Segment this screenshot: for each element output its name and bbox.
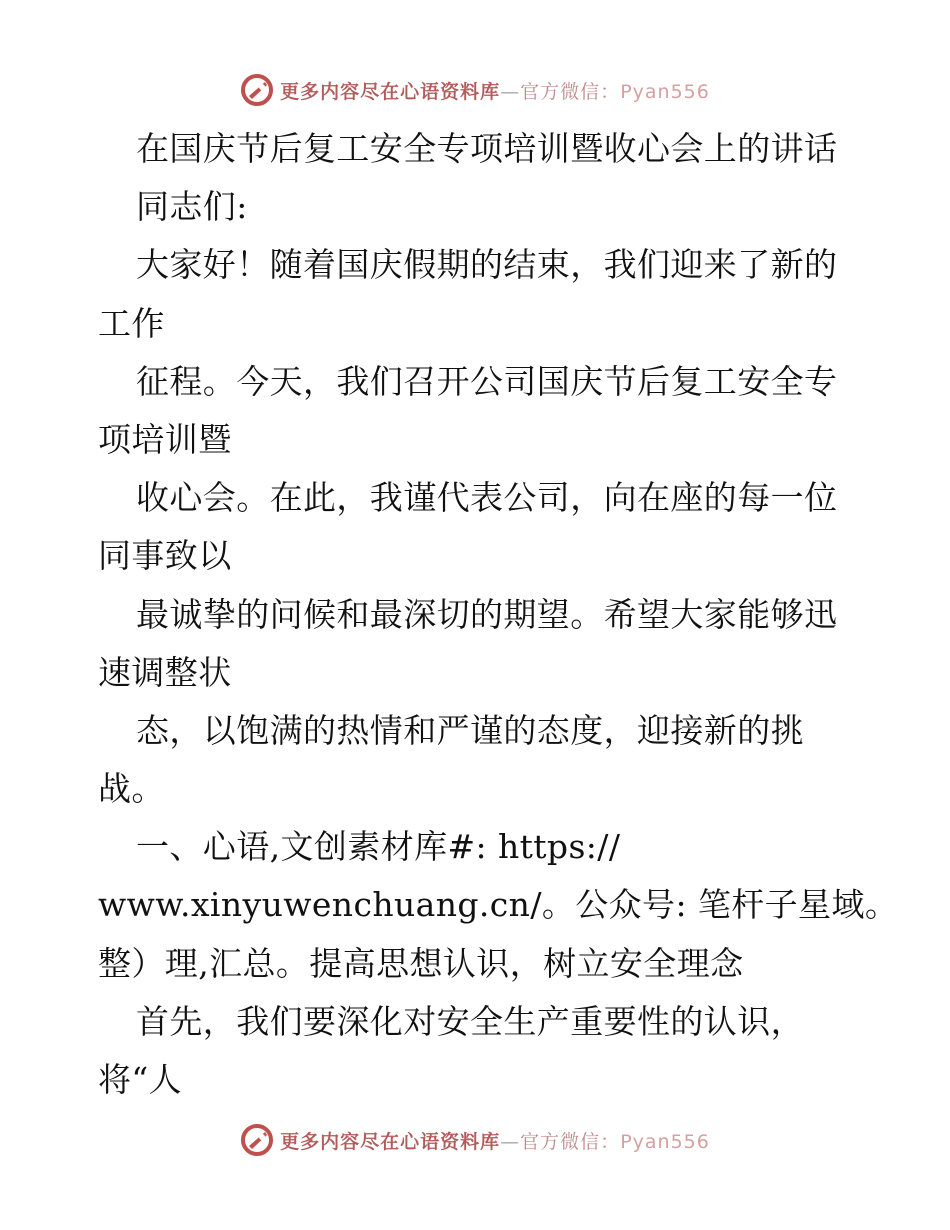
- header-banner-dash: —: [500, 80, 521, 103]
- text-line: 大家好！随着国庆假期的结束，我们迎来了新的: [136, 245, 838, 285]
- text-line: 最诚挚的问候和最深切的期望。希望大家能够迅: [136, 594, 838, 634]
- text-line: 同志们:: [136, 187, 248, 227]
- header-banner-text: [280, 77, 710, 104]
- document-title: 在国庆节后复工安全专项培训暨收心会上的讲话: [136, 129, 838, 168]
- text-line: 征程。今天，我们召开公司国庆节后复工安全专: [136, 361, 838, 401]
- footer-banner-id: Pyan556: [620, 1130, 710, 1153]
- text-line: 首先，我们要深化对安全生产重要性的认识，: [136, 1001, 804, 1041]
- text-line: 态，以饱满的热情和严谨的态度，迎接新的挑: [136, 710, 804, 750]
- text-line: 工作: [98, 303, 165, 343]
- footer-banner-dash: —: [500, 1130, 521, 1153]
- footer-banner-text: [280, 1127, 710, 1154]
- xinyu-logo-icon: [240, 73, 274, 107]
- text-line: 收心会。在此，我谨代表公司，向在座的每一位: [136, 478, 838, 518]
- header-watermark-banner: [0, 68, 950, 112]
- header-banner-lead: 更多内容尽在心语资料库: [280, 80, 501, 103]
- text-line: 项培训暨: [98, 419, 232, 459]
- text-line: 一、心语,文创素材库#: https://: [136, 827, 621, 867]
- footer-banner-lead: 更多内容尽在心语资料库: [280, 1130, 501, 1153]
- text-line-url: www.xinyuwenchuang.cn/。公众号: 笔杆子星域。: [98, 885, 899, 925]
- text-line: 将“人: [98, 1060, 183, 1099]
- document-body: [98, 120, 899, 1109]
- header-banner-tail: 官方微信：: [520, 80, 621, 103]
- text-line: 同事致以: [98, 536, 232, 576]
- header-banner-id: Pyan556: [620, 80, 710, 103]
- xinyu-logo-icon: [240, 1123, 274, 1157]
- footer-watermark-banner: [0, 1118, 950, 1162]
- text-line: 战。: [98, 769, 165, 809]
- text-line: 整）理,汇总。提高思想认识，树立安全理念: [98, 943, 744, 983]
- text-line: 速调整状: [98, 652, 232, 692]
- footer-banner-tail: 官方微信：: [520, 1130, 621, 1153]
